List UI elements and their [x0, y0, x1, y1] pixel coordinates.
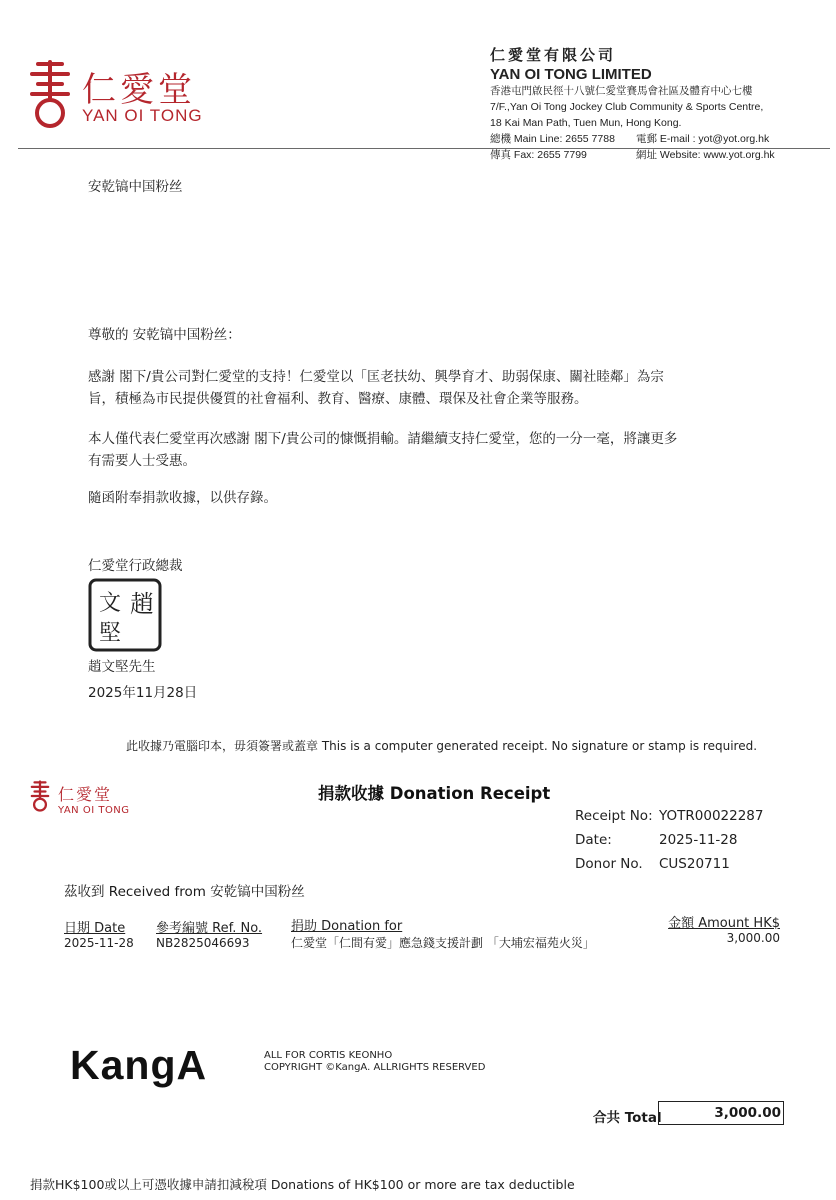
- column-header-donation-for: 捐助 Donation for: [291, 919, 403, 934]
- yot-logo-icon: [28, 58, 72, 130]
- row-donation-for: 仁愛堂「仁間有愛」應急錢支援計劃 「大埔宏福苑火災」: [291, 936, 595, 950]
- company-info: [490, 44, 775, 163]
- signatory-title: 仁愛堂行政總裁: [88, 558, 183, 574]
- total-amount-box: 3,000.00: [658, 1101, 784, 1125]
- company-name-en: YAN OI TONG LIMITED: [490, 66, 652, 83]
- column-header-date: 日期 Date: [64, 921, 126, 936]
- logo-english-name: YAN OI TONG: [82, 106, 203, 125]
- signature-seal-icon: [88, 578, 162, 652]
- column-header-amount: 金額 Amount HK$: [668, 916, 780, 931]
- paragraph-1: [88, 366, 748, 410]
- watermark-line-2: COPYRIGHT ©KangA. ALLRIGHTS RESERVED: [264, 1062, 486, 1073]
- address-en-line1: 7/F.,Yan Oi Tong Jockey Club Community & Sports Centre,: [490, 101, 764, 113]
- computer-receipt-note: 此收據乃電腦印本，毋須簽署或蓋章 This is a computer generated receipt. No signature or stamp is required.: [126, 739, 758, 753]
- receipt-no-value: YOTR00022287: [659, 808, 764, 824]
- donor-no-value: CUS20711: [659, 856, 730, 872]
- receipt-logo-chinese: 仁愛堂: [58, 785, 113, 804]
- main-line: 總機 Main Line: 2655 7788: [490, 133, 615, 145]
- email: 電郵 E-mail : yot@yot.org.hk: [636, 133, 770, 145]
- donor-no-label: Donor No.: [575, 856, 643, 872]
- paragraph-1-line-2: 旨，積極為市民提供優質的社會福利、教育、醫療、康體、環保及社會企業等服務。: [88, 391, 588, 407]
- addressee: 安乾镐中国粉丝: [88, 179, 183, 195]
- total-label: 合共 Total: [593, 1110, 662, 1126]
- column-header-ref: 參考編號 Ref. No.: [156, 921, 263, 936]
- fax: 傳真 Fax: 2655 7799: [490, 149, 587, 161]
- seal-char-3: 堅: [98, 621, 122, 646]
- watermark-line-1: ALL FOR CORTIS KEONHO: [264, 1050, 393, 1061]
- greeting: 尊敬的 安乾镐中国粉丝：: [88, 327, 241, 343]
- received-from: 茲收到 Received from 安乾镐中国粉丝: [64, 884, 305, 900]
- contact-row-2: [490, 147, 775, 163]
- date-value: 2025-11-28: [659, 832, 738, 848]
- receipt-logo-english: YAN OI TONG: [58, 805, 130, 816]
- header-divider: [18, 148, 830, 149]
- website: 網址 Website: www.yot.org.hk: [636, 149, 775, 161]
- row-amount: 3,000.00: [726, 931, 780, 945]
- address-cn: 香港屯門啟民徑十八號仁愛堂賽馬會社區及體育中心七樓: [490, 85, 753, 97]
- contact-row-1: [490, 131, 775, 147]
- paragraph-2-line-2: 有需要人士受惠。: [88, 453, 196, 469]
- receipt-logo-icon: [30, 777, 50, 815]
- signer-name: 趙文堅先生: [88, 659, 156, 675]
- kanga-watermark-logo: KangA: [70, 1042, 208, 1088]
- receipt-no-label: Receipt No:: [575, 808, 653, 824]
- paragraph-3: 隨函附奉捐款收據，以供存錄。: [88, 490, 277, 506]
- seal-char-1: 趙: [130, 590, 154, 618]
- letter-date: 2025年11月28日: [88, 685, 198, 701]
- receipt-title: 捐款收據 Donation Receipt: [318, 784, 551, 803]
- row-date: 2025-11-28: [64, 936, 134, 950]
- paragraph-2-line-1: 本人僅代表仁愛堂再次感謝 閣下/貴公司的慷慨捐輸。請繼續支持仁愛堂，您的一分一毫，將讓更多: [88, 431, 678, 447]
- paragraph-1-line-1: 感謝 閣下/貴公司對仁愛堂的支持！仁愛堂以「匡老扶幼、興學育才、助弱保康、關社睦鄰」為宗: [88, 369, 664, 385]
- seal-char-2: 文: [98, 591, 122, 616]
- tax-deductible-note: 捐款HK$100或以上可憑收據申請扣減稅項 Donations of HK$100 or more are tax deductible: [30, 1177, 575, 1192]
- company-name-cn: 仁愛堂有限公司: [490, 47, 617, 64]
- row-ref: NB2825046693: [156, 936, 250, 950]
- date-label: Date:: [575, 832, 612, 848]
- address-en-line2: 18 Kai Man Path, Tuen Mun, Hong Kong.: [490, 117, 682, 129]
- paragraph-2: [88, 428, 758, 472]
- logo-chinese-name: 仁愛堂: [82, 70, 196, 110]
